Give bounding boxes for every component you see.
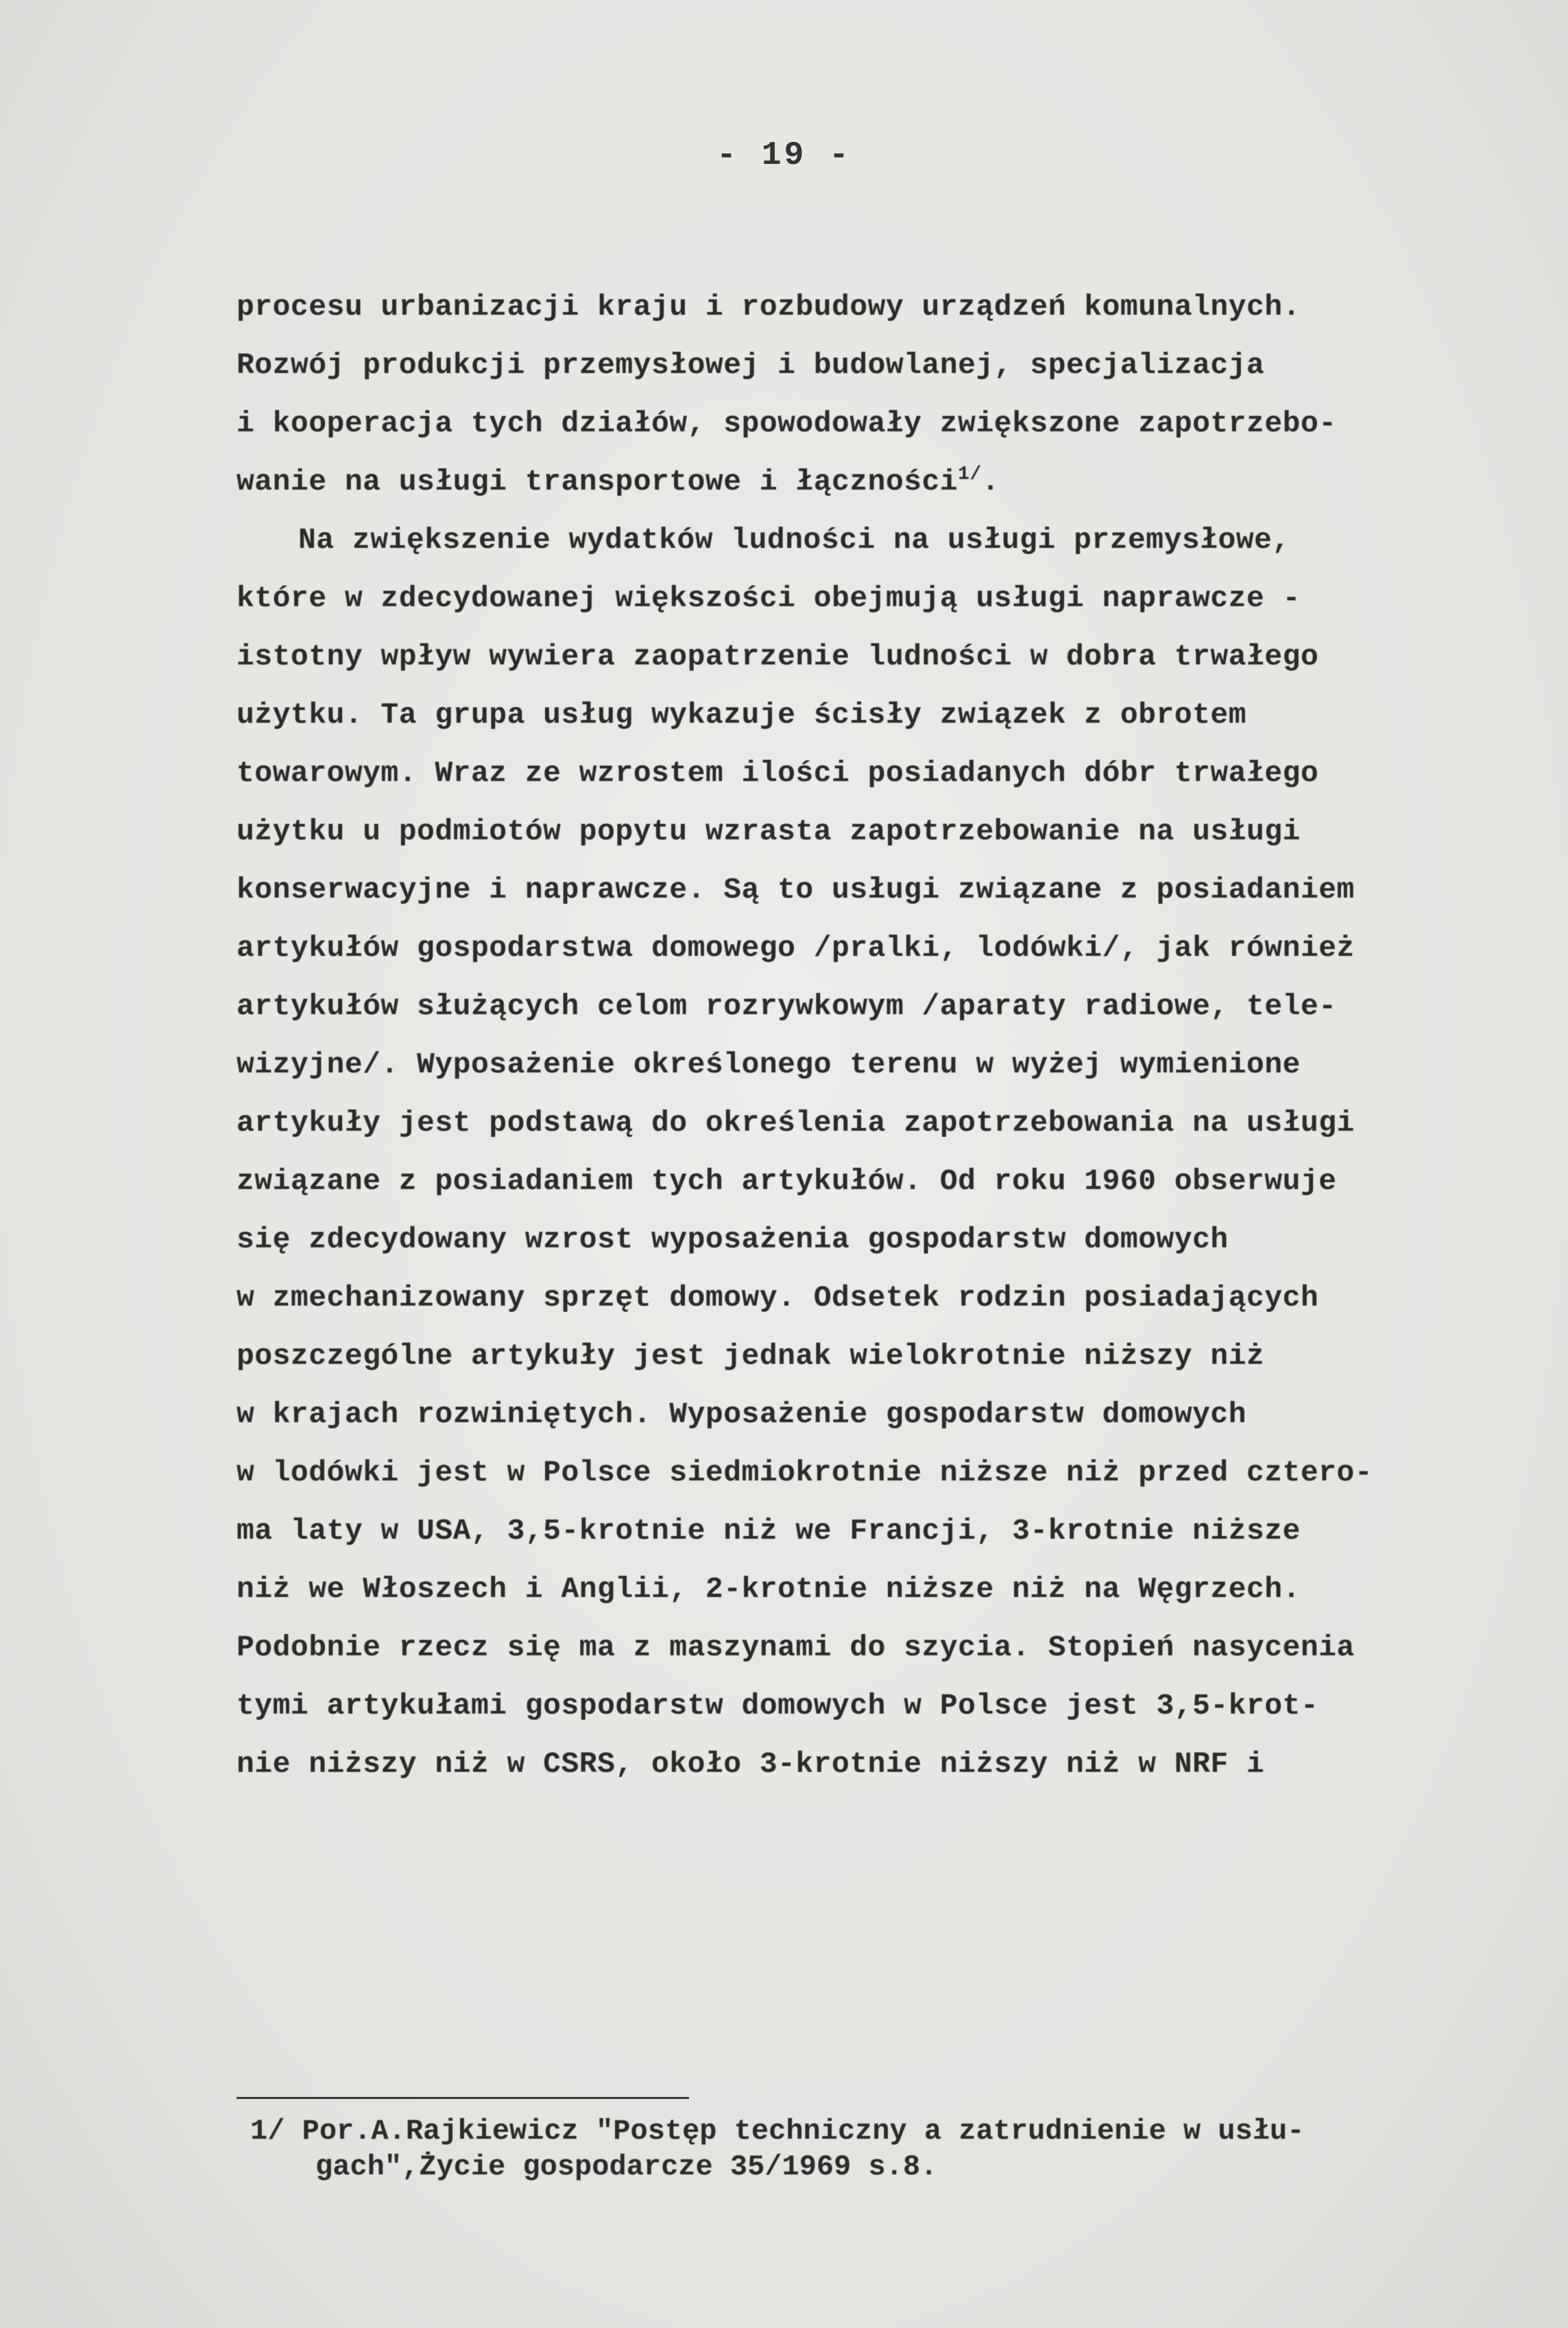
text-line: [237, 453, 1539, 511]
footnotes: [250, 2113, 1539, 2185]
sentence-period: .: [981, 465, 1000, 499]
text-line: istotny wpływ wywiera zaopatrzenie ludności w dobra trwałego: [237, 640, 1319, 673]
text-line: niż we Włoszech i Anglii, 2-krotnie niższe niż na Węgrzech.: [237, 1572, 1301, 1606]
text-line: związane z posiadaniem tych artykułów. Od roku 1960 obserwuje: [237, 1164, 1337, 1198]
footnote-reference: 1/: [958, 464, 982, 485]
page-number: - 19 -: [716, 137, 852, 174]
text-line: towarowym. Wraz ze wzrostem ilości posiadanych dóbr trwałego: [237, 756, 1319, 790]
text-line: poszczególne artykuły jest jednak wielokrotnie niższy niż: [237, 1339, 1265, 1373]
text-line: użytku u podmiotów popytu wzrasta zapotrzebowanie na usługi: [237, 815, 1301, 848]
text-line: w lodówki jest w Polsce siedmiokrotnie niższe niż przed cztero-: [237, 1456, 1373, 1489]
text-line: użytku. Ta grupa usług wykazuje ścisły związek z obrotem: [237, 698, 1247, 732]
text-line: Podobnie rzecz się ma z maszynami do szycia. Stopień nasycenia: [237, 1631, 1355, 1664]
text-line: ma laty w USA, 3,5-krotnie niż we Francji, 3-krotnie niższe: [237, 1514, 1301, 1548]
text-line: Na zwiększenie wydatków ludności na usługi przemysłowe,: [298, 523, 1290, 557]
text-line: Rozwój produkcji przemysłowej i budowlanej, specjalizacja: [237, 348, 1265, 382]
text-line: tymi artykułami gospodarstw domowych w Polsce jest 3,5-krot-: [237, 1689, 1319, 1723]
footnote-line: gach",Życie gospodarcze 35/1969 s.8.: [315, 2150, 938, 2183]
text-line: konserwacyjne i naprawcze. Są to usługi związane z posiadaniem: [237, 873, 1355, 907]
text-line: artykułów gospodarstwa domowego /pralki, lodówki/, jak również: [237, 931, 1355, 965]
body-text: [237, 278, 1539, 1793]
text-line: w zmechanizowany sprzęt domowy. Odsetek rodzin posiadających: [237, 1281, 1319, 1315]
text-line: w krajach rozwiniętych. Wyposażenie gospodarstw domowych: [237, 1397, 1247, 1431]
text-line: i kooperacja tych działów, spowodowały zwiększone zapotrzebo-: [237, 407, 1337, 440]
text-line: się zdecydowany wzrost wyposażenia gospodarstw domowych: [237, 1223, 1229, 1256]
text-line: wizyjne/. Wyposażenie określonego terenu w wyżej wymienione: [237, 1048, 1301, 1081]
text-line: procesu urbanizacji kraju i rozbudowy urządzeń komunalnych.: [237, 290, 1301, 324]
text-line: artykułów służących celom rozrywkowym /aparaty radiowe, tele-: [237, 989, 1337, 1023]
text-line: nie niższy niż w CSRS, około 3-krotnie niższy niż w NRF i: [237, 1747, 1265, 1781]
footnote-line: 1/ Por.A.Rajkiewicz "Postęp techniczny a zatrudnienie w usłu-: [250, 2115, 1305, 2148]
text-line: które w zdecydowanej większości obejmują usługi naprawcze -: [237, 581, 1301, 615]
text-line: artykuły jest podstawą do określenia zapotrzebowania na usługi: [237, 1106, 1355, 1140]
footnote-divider: [237, 2097, 689, 2099]
text-line-content: wanie na usługi transportowe i łączności: [237, 465, 958, 499]
